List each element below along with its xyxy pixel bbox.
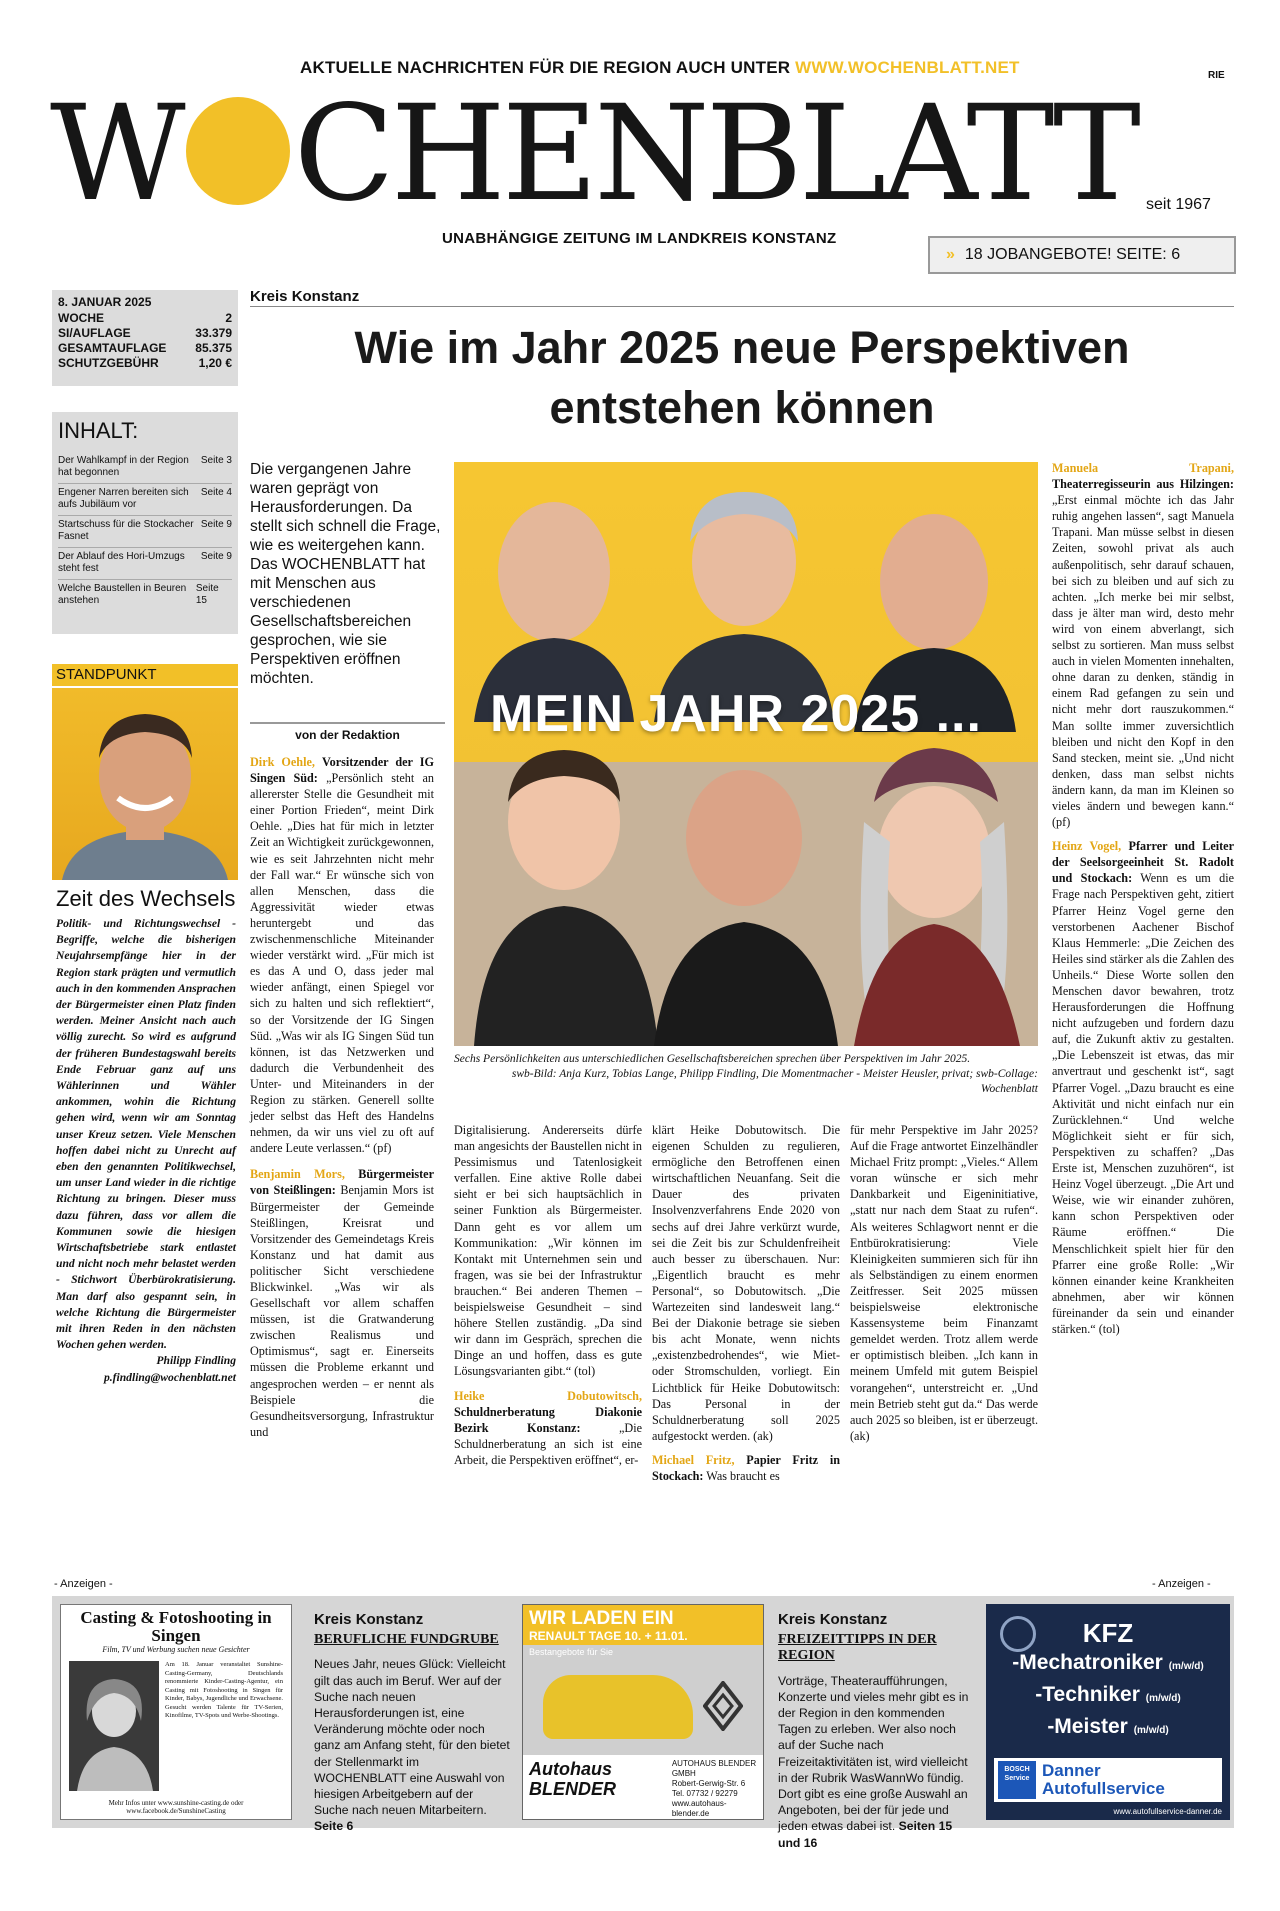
issue-info-box bbox=[52, 290, 238, 386]
contents-title: INHALT: bbox=[58, 418, 139, 443]
kfz-job-ad[interactable] bbox=[986, 1604, 1230, 1820]
teaser-section-label: Kreis Konstanz bbox=[778, 1611, 888, 1628]
dealer-address: AUTOHAUS BLENDER GMBH Robert-Gerwig-Str. 6 Tel. 07732 / 92279 www.autohaus-blender.de bbox=[671, 1759, 757, 1818]
kfz-job-item: -Mechatroniker (m/w/d) bbox=[1012, 1651, 1204, 1674]
tagline bbox=[300, 58, 1020, 78]
teaser-jobs: Kreis Konstanz BERUFLICHE FUNDGRUBE Neues Jahr, neues Glück: Vielleicht gilt das auch im Beruf. Wer auf der Suche nach neuen Herausforderungen ist, eine Veränderung möchte oder noch ganz am Anfang steht, für den bietet der Stellenmarkt im WOCHENBLATT eine Auswahl von hiesigen Arbeitgebern auf der Suche nach neuen Mitarbeitern. Seite 6 bbox=[314, 1611, 510, 1834]
kfz-job-item: -Techniker (m/w/d) bbox=[1035, 1683, 1181, 1706]
contents-box bbox=[52, 412, 238, 634]
info-row: SCHUTZGEBÜHR 1,20 € bbox=[58, 356, 232, 370]
teaser-page-ref[interactable]: Seite 6 bbox=[314, 1819, 354, 1834]
article-column-2: Digitalisierung. Andererseits dürfe man angesichts der Baustellen nicht in Pessimismus und Tatenlosigkeit verfallen. Eine aktive Rolle dabei sieht er bei sich hauptsächlich in seiner Funktion als Bürgermeister. Dann geht es vor allem um Kommunikation: „Wir können im Kontakt mit Unternehmen sein und fragen, was sie bei der Infrastruktur brauchen.“ Bei anderen Themen – beispielsweise Gesundheit – sind höhere Stellen zuständig. „Da sind wir dann im Gespräch, sprechen die Dinge an und hoffen, dass es gute Lösungsvarianten gibt.“ (tol) Heike Dobutowitsch, Schuldnerberatung Diakonie Bezirk Konstanz: „Die Schuldnerberatung an sich ist eine Arbeit, die Perspektiven eröffnet“, er- bbox=[454, 1123, 642, 1467]
contents-item[interactable]: Startschuss für die Stockacher Fasnet Seite 9 bbox=[58, 516, 232, 548]
danner-name: Danner Autofullservice bbox=[1042, 1761, 1165, 1798]
standpunkt-author: Philipp Findling bbox=[156, 1354, 236, 1368]
photo-caption: Sechs Persönlichkeiten aus unterschiedlichen Gesellschaftsbereichen sprechen über Perspektiven im Jahr 2025. swb-Bild: Anja Kurz, Tobias Lange, Philipp Findling, Die Momentmacher - Meister Heusler, privat; swb-Collage: Wochenblatt bbox=[454, 1053, 1038, 1095]
teaser-section-label: Kreis Konstanz bbox=[314, 1611, 424, 1628]
contents-item[interactable]: Der Ablauf des Hori-Umzugs steht fest Seite 9 bbox=[58, 548, 232, 580]
renault-ad[interactable] bbox=[522, 1604, 764, 1820]
car-image bbox=[543, 1675, 693, 1739]
casting-ad[interactable] bbox=[60, 1604, 292, 1820]
since-label: seit 1967 bbox=[1146, 196, 1211, 213]
photo-credit: swb-Bild: Anja Kurz, Tobias Lange, Philipp Findling, Die Momentmacher - Meister Heusler, privat; swb-Collage: Wochenblatt bbox=[511, 1068, 1038, 1095]
wheel-icon bbox=[1000, 1616, 1036, 1652]
standpunkt-label: STANDPUNKT bbox=[52, 664, 238, 686]
ads-label-right: - Anzeigen - bbox=[1152, 1578, 1211, 1590]
article-intro: Die vergangenen Jahre waren geprägt von Herausforderungen. Da stellt sich schnell die Frage, wie es weitergehen kann. Das WOCHENBLATT hat mit Menschen aus verschiedenen Gesellschaftsbereichen gesprochen, wie sie Perspektiven eröffnen möchten. bbox=[250, 461, 441, 687]
renault-ad-image: Bestangebote für Sie bbox=[523, 1645, 763, 1755]
photo-collage bbox=[454, 462, 1038, 1046]
kfz-ad-website[interactable]: www.autofullservice-danner.de bbox=[1113, 1807, 1222, 1816]
section-label: Kreis Konstanz bbox=[250, 288, 360, 305]
headline: Wie im Jahr 2025 neue Perspektiven entstehen können bbox=[354, 322, 1130, 433]
renault-ad-footer bbox=[523, 1755, 763, 1820]
article-column-right: Manuela Trapani, Theaterregisseurin aus Hilzingen: „Erst einmal möchte ich das Jahr ruhig angehen lassen“, sagt Manuela Trapani. Man müsse selbst in diesen Zeiten, sowohl privat als auch außenpolitisch, sehr darauf schauen, bei sich zu bleiben und auf sich zu achten. „Ich merke bei mir selbst, dass je älter man wird, desto mehr wird von einem abverlangt, sich selbst zu sortieren. Man muss selbst auch in vielen Momenten innehalten, ohne daran zu denken, ständig in einem Rad gefangen zu sein und nicht mehr dort rauszukommen.“ Man sollte immer zuversichtlich bleiben und nicht den Kopf in den Sand stecken, meint sie. „Und nicht denken, dass man selbst nichts ändern kann, da man im Kleinen so vieles ändern und bewegen kann.“ (pf) Heinz Vogel, Pfarrer und Leiter der Seelsorgeeinheit St. Radolt und Stockach: Wenn es um die Frage nach Perspektiven geht, zitiert Pfarrer Heinz Vogel gerne den verstorbenen Aachener Bischof Klaus Hemmerle: „Die Zeichen des Heiles sind stärker als die Zahlen des Unheils.“ Diese Worte sollen den Menschen davor bewahren, trotz Herausforderungen die Hoffnung nicht aufzugeben und fordern dazu auf, die Zukunft aktiv zu gestalten. „Die Lebenszeit ist etwas, das mir anvertraut und geschenkt ist“, sagt Pfarrer Vogel. „Dazu braucht es eine Aktivität und nicht einfach nur ein Zurücklehnen.“ Und welche Möglichkeit sieht er für sich, Perspektiven zu schaffen? „Das Erste ist, Menschen zuzuhören“, ist Heinz Vogel überzeugt. „Die Art und Weise, wie wir einander zuhören, kann schon Perspektiven oder Räume eröffnen.“ Die Menschlichkeit spielt hier für den Pfarrer eine große Rolle: „Wir können einander keine Krankheiten abnehmen, aber wir können füreinander da sein und einander stärken.“ (tol) bbox=[1052, 461, 1235, 1336]
contents-item[interactable]: Welche Baustellen in Beuren anstehen Seite 15 bbox=[58, 583, 219, 606]
casting-ad-text: Am 18. Januar veranstaltet Sunshine-Casting-Germany, Deutschlands renommierte Kinder-Casting-Agentur, ein Casting mit Fotoshooting in Singen für Kinder, Babys, Jugendliche und Erwachsene. Gesucht werden Talente für TV-Serien, Kinofilme, TV-Spots und Werbe-Shootings. bbox=[165, 1661, 283, 1719]
collage-title: MEIN JAHR 2025 ... bbox=[490, 685, 982, 743]
article-column-4: für mehr Perspektive im Jahr 2025? Auf die Frage antwortet Einzelhändler Michael Fritz prompt: „Vieles.“ Allem voran wünsche er sich mehr Dankbarkeit und Eigeninitiative, „statt nur nach dem Staat zu rufen“. Als weiteres Schlagwort nennt er die Entbürokratisierung: Viele Kleinigkeiten summieren sich für ihn als Selbständigen zu einem enormen Zeitfresser. Seit 2025 müssen beispielsweise elektronische Kassensysteme beim Finanzamt gemeldet werden. Trotz allem werde er optimistisch bleiben. „Ich kann in meinem Umfeld mit gutem Beispiel vorangehen“, unterstreicht er. „Und mein Betrieb steht gut da.“ Das werde auch 2025 so bleiben, ist er überzeugt. (ak) bbox=[850, 1123, 1038, 1443]
teaser-page-ref[interactable]: Seiten 15 und 16 bbox=[778, 1819, 953, 1850]
casting-ad-photo bbox=[69, 1661, 159, 1791]
standpunkt-email[interactable]: p.findling@wochenblatt.net bbox=[103, 1370, 236, 1384]
info-row: GESAMTAUFLAGE 85.375 bbox=[58, 341, 232, 355]
tagline-text: AKTUELLE NACHRICHTEN FÜR DIE REGION AUCH UNTER bbox=[300, 58, 791, 77]
job-offers-box[interactable] bbox=[928, 236, 1236, 274]
article-byline: von der Redaktion bbox=[250, 722, 445, 742]
job-offers-text: 18 JOBANGEBOTE! SEITE: 6 bbox=[964, 246, 1181, 263]
section-divider bbox=[250, 306, 1234, 307]
teaser-title: FREIZEITTIPPS IN DER REGION bbox=[778, 1632, 937, 1664]
contents-item[interactable]: Engener Narren bereiten sich aufs Jubiläum vor Seite 4 bbox=[58, 484, 232, 516]
issue-date: 8. JANUAR 2025 bbox=[58, 295, 152, 309]
danner-logo-box bbox=[994, 1758, 1222, 1802]
info-row: WOCHE 2 bbox=[58, 311, 232, 325]
article-column-3: klärt Heike Dobutowitsch. Die eigenen Schulden zu regulieren, ermögliche den Betroffenen einen wirtschaftlichen Neuanfang. Seit die Dauer des privaten Insolvenzverfahrens Ende 2020 von sechs auf drei Jahre verkürzt wurde, sei die Zeit bis zur Schuldenfreiheit auch besser zu überschauen. Nur: „Eigentlich braucht es mehr Personal“, so Dobutowitsch. „Die Wartezeiten sind landesweit lang.“ Bei der Diakonie betrage sie sieben bis acht Monate, wenn nichts „existenzbedrohendes“, wie Miet- oder Stromschulden, vorliegt. Ein Lichtblick für Heike Dobutowitsch: Das Personal in der Schuldnerberatung soll 2025 aufgestockt werden. (ak) Michael Fritz, Papier Fritz in Stockach: Was braucht es bbox=[652, 1123, 840, 1483]
logo-o-circle bbox=[186, 97, 290, 205]
masthead-logo: W CHENBLATT bbox=[50, 77, 1137, 231]
casting-ad-title: Casting & Fotoshooting in Singen bbox=[80, 1608, 272, 1645]
standpunkt-title: Zeit des Wechsels bbox=[56, 886, 236, 911]
casting-ad-footer: Mehr Infos unter www.sunshine-casting.de oder www.facebook.de/SunshineCasting bbox=[108, 1799, 244, 1815]
tagline-url[interactable]: WWW.WOCHENBLATT.NET bbox=[795, 58, 1020, 77]
info-row: SI/AUFLAGE 33.379 bbox=[58, 326, 232, 340]
contents-item[interactable]: Der Wahlkampf in der Region hat begonnen Seite 3 bbox=[58, 452, 232, 484]
kfz-ad-title: KFZ bbox=[1082, 1618, 1134, 1648]
teaser-leisure: Kreis Konstanz FREIZEITTIPPS IN DER REGION Vorträge, Theateraufführungen, Konzerte und vieles mehr gibt es in der Region in den kommenden Tagen zu erleben. Wer also noch auf der Suche nach Freizeitaktivitäten ist, wird vielleicht in der Rubrik WasWannWo fündig. Dort gibt es eine große Auswahl an Angeboten, bei der für jede und jeden etwas dabei ist. Seiten 15 und 16 bbox=[778, 1612, 974, 1851]
kfz-job-item: -Meister (m/w/d) bbox=[1047, 1715, 1169, 1738]
renault-ad-header: WIR LADEN EIN RENAULT TAGE 10. + 11.01. bbox=[523, 1605, 763, 1645]
article-column-1: Dirk Oehle, Vorsitzender der IG Singen Süd: „Persönlich steht an allererster Stelle die Gesundheit mit einer Portion Frieden“, meint Dirk Oehle. „Dies hat für mich in letzter Zeit an Wichtigkeit zurückgewonnen, wie es seit Jahrzehnten nicht mehr der Fall war.“ Er wünsche sich von allen Menschen, dass die Aggressivität wieder etwas heruntergebt und das zwischenmenschliche Miteinander wieder verstärkt wird. „Für mich ist es das A und O, dass jeder mal wieder anfängt, einen Spiegel vor sich zu halten und sich reflektiert“, so der Vorsitzende der IG Singen Süd. „Was wir als IG Singen Süd tun können, ist das Netzwerken und dadurch die Verbundenheit des Unter- und Miteinanders in der Region zu stärken. Generell sollte jeder selbst das Heft des Handelns nehmen, da wir uns viel zu oft auf andere Leute verlassen.“ (pf) Benjamin Mors, Bürgermeister von Steißlingen: Benjamin Mors ist Bürgermeister der Gemeinde Steißlingen, Kreisrat und Vorsitzender des Gemeindetags Kreis Konstanz und hat damit aus politischer Sicht verschiedene Blickwinkel. „Was wir als Gesellschaft vor allem schaffen müssen, ist die Gratwanderung zwischen Realismus und Optimismus“, sagt er. Einerseits müssen die Probleme erkannt und angesprochen werden – er nennt als Beispiele die Gesundheitsversorgung, Infrastruktur und bbox=[250, 755, 435, 1439]
renault-logo-icon bbox=[703, 1681, 743, 1731]
dealer-logo: Autohaus BLENDER bbox=[529, 1759, 617, 1799]
double-chevron-icon: » bbox=[946, 246, 955, 263]
bosch-service-badge: BOSCH Service bbox=[998, 1761, 1036, 1799]
edition-code: RIE bbox=[1208, 70, 1225, 81]
ads-label-left: - Anzeigen - bbox=[54, 1578, 113, 1590]
teaser-title: BERUFLICHE FUNDGRUBE bbox=[314, 1632, 499, 1648]
masthead-subtitle: UNABHÄNGIGE ZEITUNG IM LANDKREIS KONSTANZ bbox=[442, 230, 837, 247]
standpunkt-body: Politik- und Richtungswechsel - Begriffe, welche die bisherigen Neujahrsempfänge hier in der Region stark prägten und vermutlich auch in den kommenden Ansprachen der Bürgermeister einen Platz finden werden. Meiner Ansicht nach auch völlig zurecht. So wird es aufgrund der früheren Bundestagswahl bereits Ende Februar ganz auf uns Wählerinnen und Wähler ankommen, wohin die Richtung gehen wird, wenn wir am Sonntag unser Kreuz setzen. Viele Menschen hoffen dabei nicht zu Unrecht auf eben den genannten Politikwechsel, um unser Land wieder in die richtige Richtung zu bringen. Dieser muss dazu führen, dass vor allem die Kommunen sowie die hiesigen Wirtschaftsbetriebe stark entlastet und nicht noch mehr belastet werden - Stichwort Überbürokratisierung. Man darf also gespannt sein, in welche Richtung die Bürgermeister mit ihren Reden in den nächsten Wochen gehen werden. Philipp Findling p.findling@wochenblatt.net bbox=[56, 916, 236, 1386]
author-photo bbox=[52, 688, 238, 880]
casting-ad-subtitle: Film, TV und Werbung suchen neue Gesichter bbox=[102, 1645, 250, 1654]
